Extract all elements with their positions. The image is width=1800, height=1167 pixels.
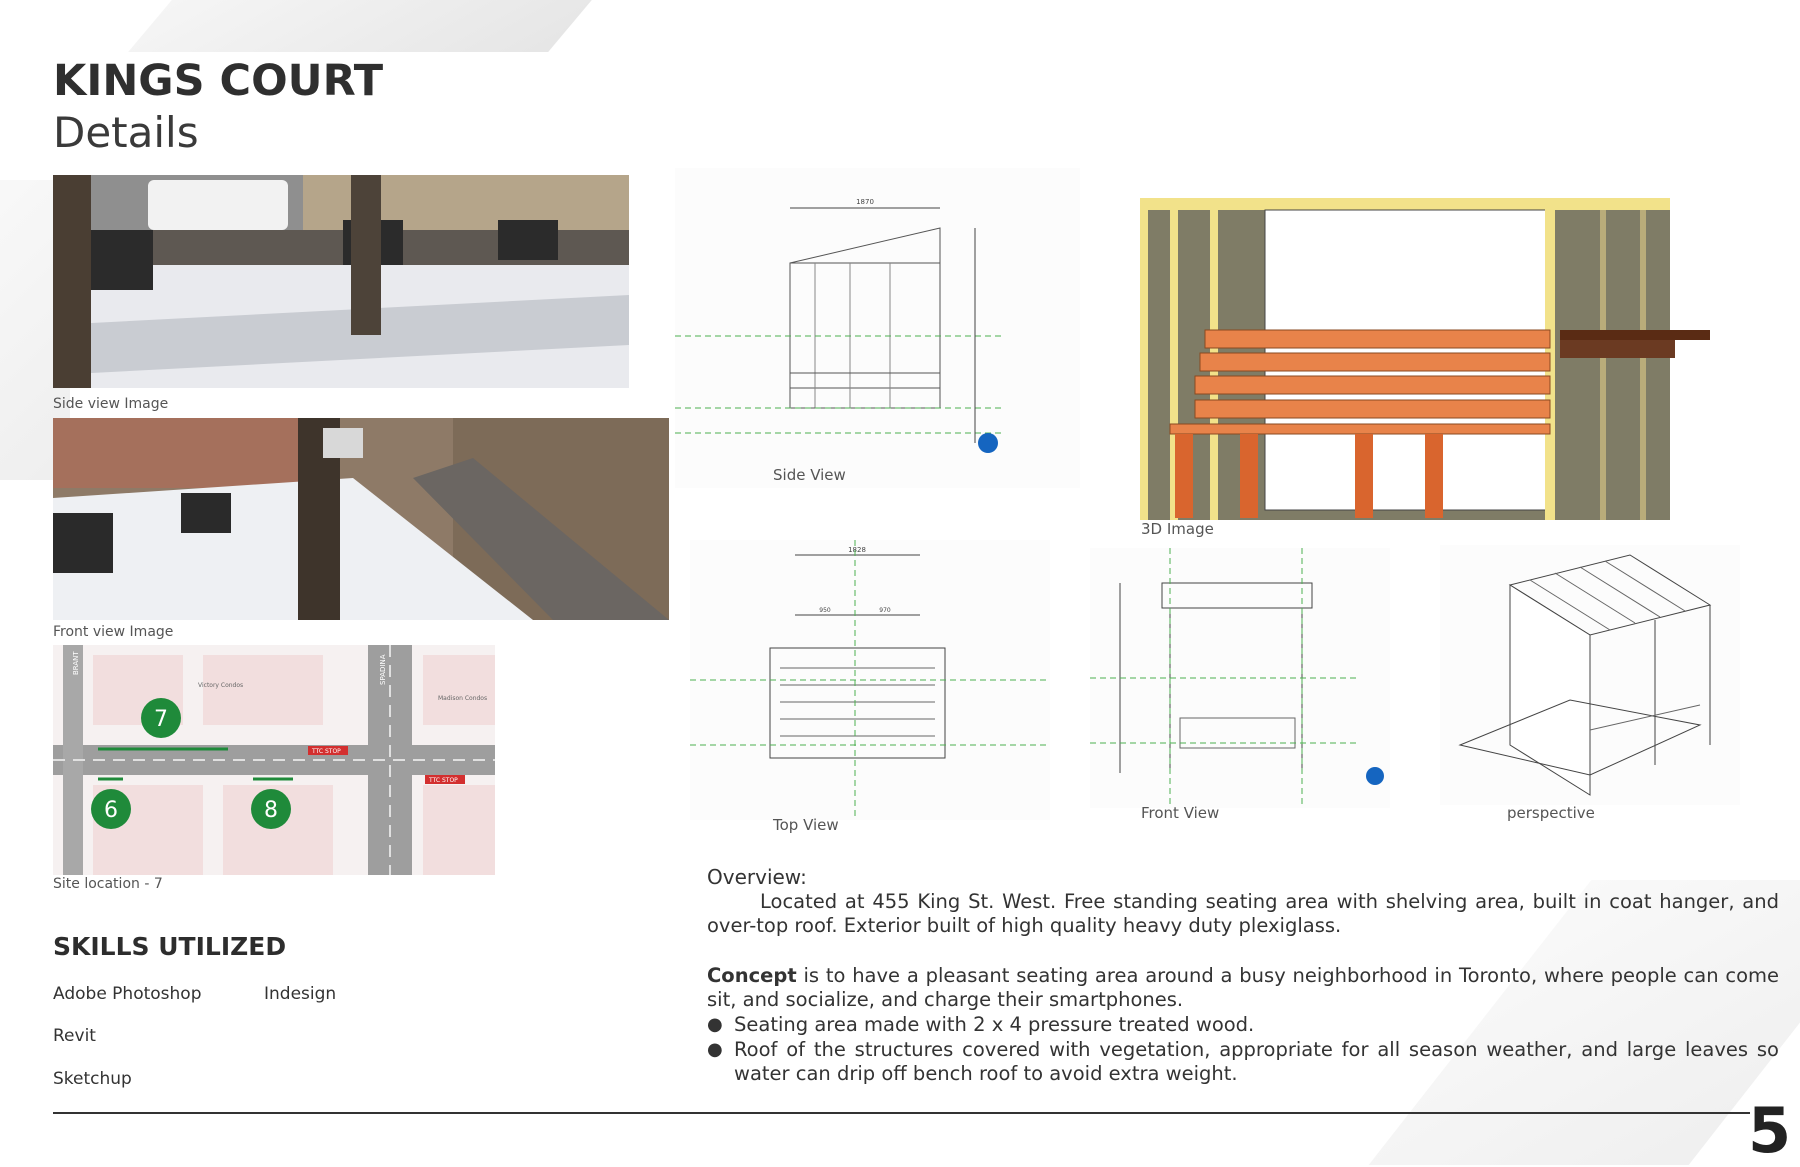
concept-text: is to have a pleasant seating area around a busy neighborhood in Toronto, where people can come sit, and socialize, and charge their smartphones. <box>707 964 1779 1011</box>
bullet-text: Seating area made with 2 x 4 pressure treated wood. <box>734 1013 1255 1036</box>
overview-body <box>707 890 1779 938</box>
perspective-drawing <box>1440 545 1740 805</box>
bullet-2 <box>707 1038 1779 1086</box>
top-view-dim-right: 970 <box>879 607 891 614</box>
skills-heading: SKILLS UTILIZED <box>53 932 287 961</box>
front-view-caption: Front view Image <box>53 624 174 640</box>
page-number: 5 <box>1748 1094 1792 1167</box>
site-map-caption: Site location - 7 <box>53 876 163 892</box>
map-label-spadina: SPADINA <box>379 654 387 685</box>
top-view-dim-left: 950 <box>819 607 831 614</box>
page-title: KINGS COURT <box>53 56 384 106</box>
map-label-brant: BRANT <box>72 651 80 675</box>
overview-text: Located at 455 King St. West. Free standing seating area with shelving area, built in coat hanger, and over-top roof. Exterior built of high quality heavy duty plexiglass. <box>707 890 1779 937</box>
bullet-text: Roof of the structures covered with vegetation, appropriate for all season weather, and large leaves so water can drip off bench roof to avoid extra weight. <box>734 1038 1779 1085</box>
3d-image-label: 3D Image <box>1141 520 1214 538</box>
map-marker-7: 7 <box>154 707 168 732</box>
skill-indesign: Indesign <box>264 984 337 1004</box>
bullet-dot: ● <box>707 1014 723 1035</box>
background-wash-top <box>128 0 592 52</box>
side-view-photo <box>53 175 629 388</box>
map-marker-8: 8 <box>264 798 278 823</box>
skill-revit: Revit <box>53 1026 96 1046</box>
perspective-label: perspective <box>1507 804 1595 822</box>
bullet-1 <box>707 1013 1779 1037</box>
side-view-label: Side View <box>773 466 846 484</box>
skill-sketchup: Sketchup <box>53 1069 132 1089</box>
front-view-drawing <box>1090 548 1390 808</box>
map-label-ttc-1: TTC STOP <box>312 748 341 755</box>
top-view-dim-width: 1828 <box>848 546 866 554</box>
map-label-victory: Victory Condos <box>198 682 244 689</box>
concept-paragraph <box>707 964 1779 1012</box>
bullet-dot: ● <box>707 1039 723 1060</box>
map-label-madison: Madison Condos <box>438 695 488 702</box>
front-view-label: Front View <box>1141 804 1220 822</box>
3d-image <box>1140 198 1730 520</box>
concept-label: Concept <box>707 964 797 987</box>
side-view-drawing <box>675 168 1080 488</box>
side-view-dim-width: 1870 <box>856 198 874 206</box>
page-subtitle: Details <box>53 108 199 157</box>
map-marker-6: 6 <box>104 798 118 823</box>
site-map <box>53 645 495 875</box>
top-view-drawing <box>690 540 1050 820</box>
side-view-caption: Side view Image <box>53 396 169 412</box>
overview-heading: Overview: <box>707 865 807 889</box>
footer-rule <box>53 1112 1750 1114</box>
skill-photoshop: Adobe Photoshop <box>53 984 202 1004</box>
map-label-ttc-2: TTC STOP <box>429 777 458 784</box>
top-view-label: Top View <box>773 816 839 834</box>
front-view-photo <box>53 418 669 620</box>
